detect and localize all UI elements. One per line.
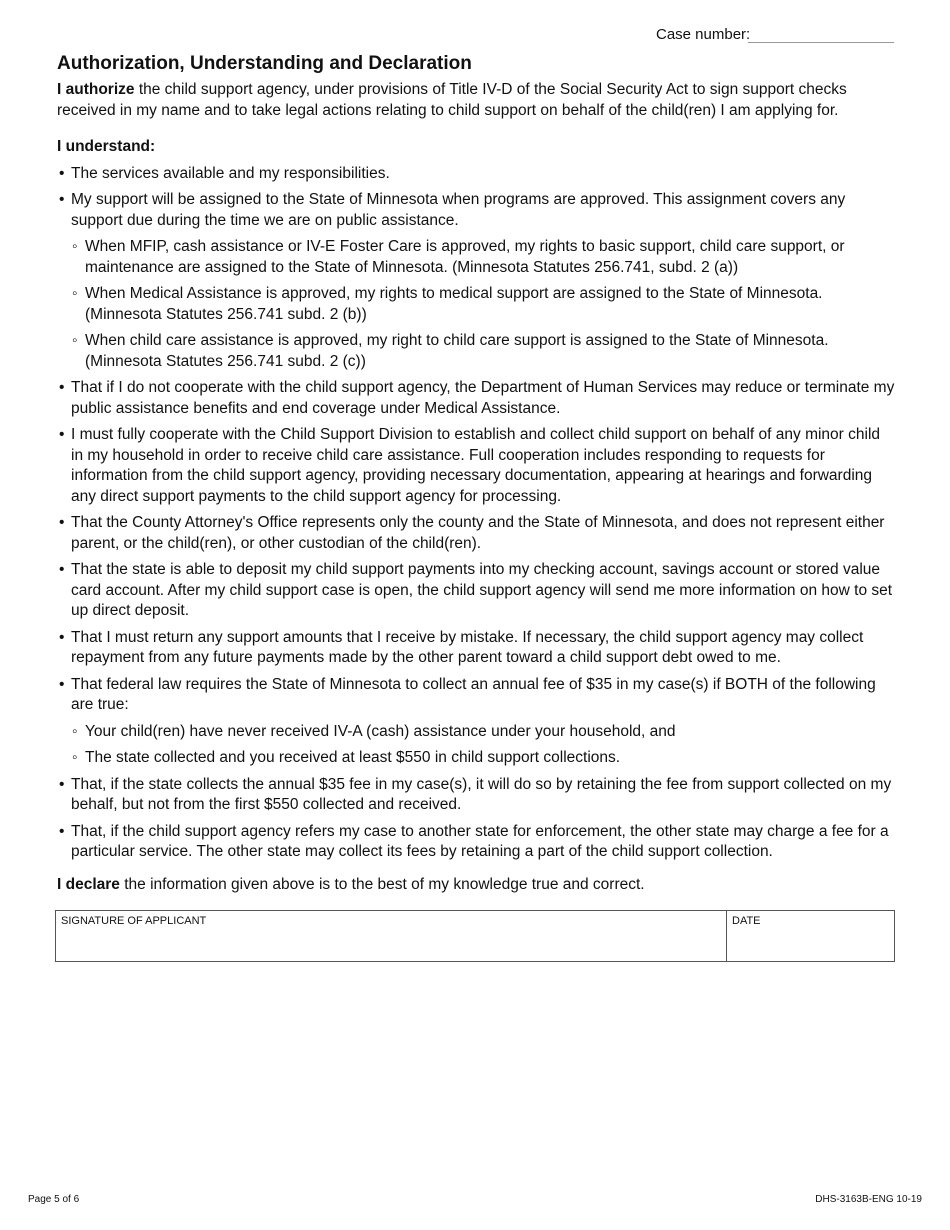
signature-field[interactable]	[56, 911, 727, 961]
list-item-text: That federal law requires the State of Minnesota to collect an annual fee of $35 in my case(s) if BOTH of the following are true:	[71, 675, 876, 713]
sub-list-item: ◦ Your child(ren) have never received IV-A (cash) assistance under your household, and	[71, 722, 895, 743]
understand-heading: I understand:	[57, 138, 156, 155]
list-item-text: My support will be assigned to the State of Minnesota when programs are approved. This assignment covers any support due during the time we are on public assistance.	[71, 191, 846, 229]
signature-label: SIGNATURE OF APPLICANT	[61, 915, 207, 927]
page-number: Page 5 of 6	[28, 1194, 80, 1205]
date-label: DATE	[732, 915, 761, 927]
list-item: • That the County Attorney's Office represents only the county and the State of Minnesota, and does not represent either parent, or the child(ren), or other custodian of the child(ren).	[57, 513, 895, 554]
form-id: DHS-3163B-ENG 10-19	[815, 1194, 922, 1205]
page-title: Authorization, Understanding and Declaration	[57, 53, 472, 74]
case-number-input[interactable]	[748, 24, 894, 43]
declare-lead: I declare	[57, 875, 120, 893]
case-number-label: Case number:	[656, 26, 751, 43]
authorize-paragraph	[57, 80, 895, 121]
sub-list-item: ◦ The state collected and you received at least $550 in child support collections.	[71, 748, 895, 769]
date-field[interactable]	[727, 911, 894, 961]
list-item	[57, 675, 895, 769]
case-number-row	[656, 24, 896, 46]
list-item	[57, 190, 895, 372]
authorize-text: the child support agency, under provisions of Title IV-D of the Social Security Act to sign support checks received in my name and to take legal actions relating to child support on behalf of the child(ren) I am applying for.	[57, 81, 847, 119]
signature-table	[55, 910, 895, 962]
sub-list-item: ◦ When child care assistance is approved, my right to child care support is assigned to the State of Minnesota. (Minnesota Statutes 256.741 subd. 2 (c))	[71, 331, 895, 372]
list-item: • That, if the state collects the annual $35 fee in my case(s), it will do so by retaining the fee from support collected on my behalf, but not from the first $550 collected and received.	[57, 775, 895, 816]
list-item: • I must fully cooperate with the Child Support Division to establish and collect child support on behalf of any minor child in my household in order to receive child care assistance. Full cooperation includes responding to requests for information from the child support agency, providing necessary documentation, appearing at hearings and forwarding any direct support payments to the child support agency for processing.	[57, 425, 895, 507]
sub-list	[71, 722, 895, 769]
document-body	[57, 80, 895, 895]
list-item: • That I must return any support amounts that I receive by mistake. If necessary, the child support agency may collect repayment from any future payments made by the other parent toward a child support debt owed to me.	[57, 628, 895, 669]
understand-list	[57, 164, 895, 863]
authorize-lead: I authorize	[57, 81, 135, 98]
sub-list-item: ◦ When Medical Assistance is approved, my rights to medical support are assigned to the State of Minnesota. (Minnesota Statutes 256.741 subd. 2 (b))	[71, 284, 895, 325]
declare-paragraph	[57, 875, 895, 896]
sub-list	[71, 237, 895, 372]
declare-text: the information given above is to the best of my knowledge true and correct.	[119, 875, 645, 893]
list-item: • That the state is able to deposit my child support payments into my checking account, savings account or stored value card account. After my child support case is open, the child support agency will send me more information on how to set up direct deposit.	[57, 560, 895, 622]
sub-list-item: ◦ When MFIP, cash assistance or IV-E Foster Care is approved, my rights to basic support, child care support, or maintenance are assigned to the State of Minnesota. (Minnesota Statutes 256.741, subd. 2 (a))	[71, 237, 895, 278]
list-item: • That, if the child support agency refers my case to another state for enforcement, the other state may charge a fee for a particular service. The other state may collect its fees by retaining a part of the child support collection.	[57, 822, 895, 863]
list-item: • The services available and my responsibilities.	[57, 164, 895, 185]
list-item: • That if I do not cooperate with the child support agency, the Department of Human Services may reduce or terminate my public assistance benefits and end coverage under Medical Assistance.	[57, 378, 895, 419]
